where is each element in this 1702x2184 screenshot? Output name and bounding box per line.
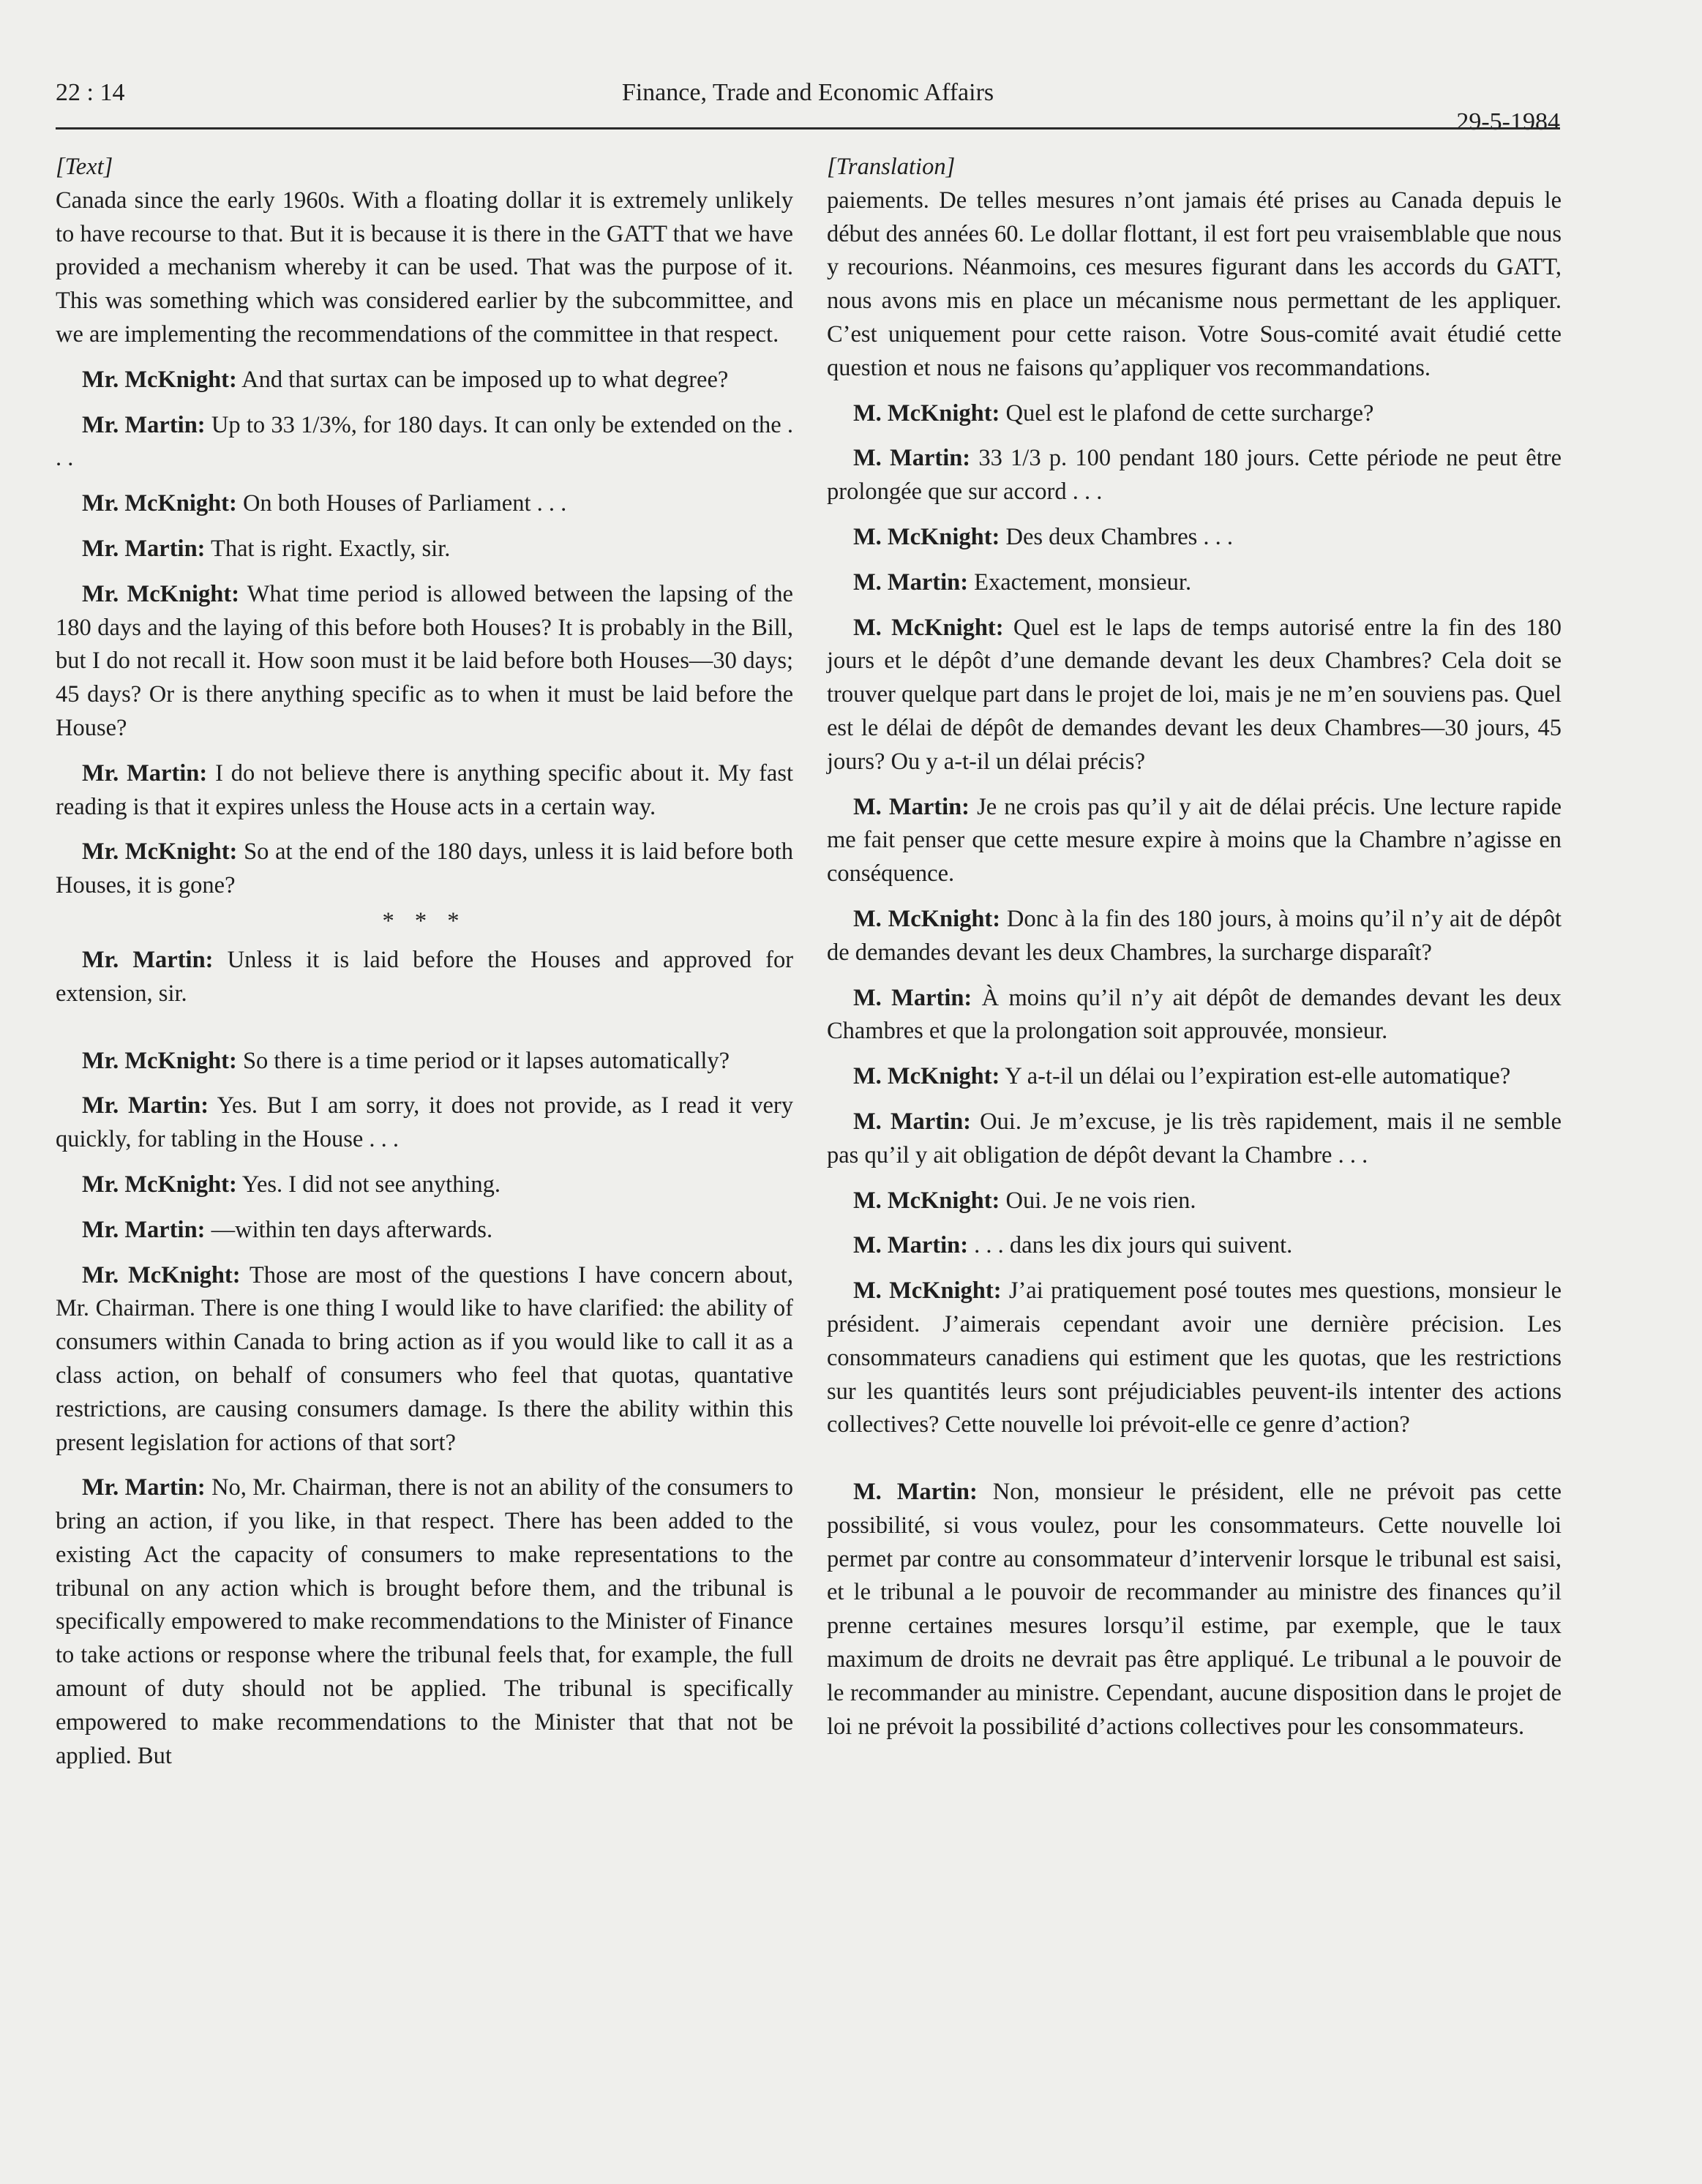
transcript-paragraph <box>56 1259 793 1460</box>
speech-text: Des deux Chambres . . . <box>1005 523 1234 550</box>
speaker-name: M. McKnight: <box>853 905 1001 932</box>
speech-text: So there is a time period or it lapses automatically? <box>242 1047 730 1074</box>
transcript-paragraph <box>827 1185 1562 1218</box>
speaker-name: M. McKnight: <box>853 1063 1000 1090</box>
speaker-name: Mr. Martin: <box>82 1216 206 1243</box>
speaker-name: M. Martin: <box>853 1108 971 1135</box>
opening-paragraph: paiements. De telles mesures n’ont jamais été prises au Canada depuis le début des années 60. Le dollar flottant, il est fort peu vraisemblable que nous y recourions. Néanmoins, ces mesures figurant dans les accords du GATT, nous avons mis en place un mécanisme nous permettant de les appliquer. C’est uniquement pour cette raison. Votre Sous-comité avait étudié cette question et nous ne faisons qu’appliquer vos recommandations. <box>827 187 1562 381</box>
transcript-paragraph <box>56 533 793 566</box>
speaker-name: M. Martin: <box>853 445 971 472</box>
speech-text: And that surtax can be imposed up to what degree? <box>241 366 729 393</box>
speech-text: I do not believe there is anything specific about it. My fast reading is that it expires unless the House acts in a certain way. <box>56 759 794 820</box>
transcript-paragraph <box>827 1275 1562 1442</box>
speaker-name: Mr. McKnight: <box>82 1261 241 1288</box>
speech-text: Yes. I did not see anything. <box>241 1171 501 1198</box>
speaker-name: Mr. Martin: <box>82 759 208 787</box>
speech-text: Oui. Je ne vois rien. <box>1005 1187 1196 1214</box>
speech-text: Oui. Je m’excuse, je lis très rapidement, mais il ne semble pas qu’il y ait obligation de dépôt devant la Chambre . . . <box>827 1108 1562 1168</box>
page-number: 22 : 14 <box>56 79 125 106</box>
speaker-name: Mr. Martin: <box>82 1474 206 1501</box>
transcript-paragraph <box>827 903 1562 970</box>
french-column <box>827 151 1562 1744</box>
transcript-paragraph <box>56 1214 793 1247</box>
transcript-paragraph <box>827 442 1562 509</box>
speech-text: Non, monsieur le président, elle ne prévoit pas cette possibilité, si vous voulez, pour les consommateurs. Cette nouvelle loi permet par contre au consommateur d’intervenir lorsque le tribunal est saisi, et le tribunal a le pouvoir de recommander au ministre des finances qu’il prenne certaines mesures lorsqu’il estime, par exemple, que le taux maximum de droits ne devrait pas être appliqué. Le tribunal a le pouvoir de le recommander au ministre. Cependant, aucune disposition dans le projet de loi ne prévoit la possibilité d’actions collectives pour les consommateurs. <box>827 1479 1562 1740</box>
page-header <box>56 79 1560 135</box>
speech-text: 33 1/3 p. 100 pendant 180 jours. Cette période ne peut être prolongée que sur accord . . . <box>827 445 1562 506</box>
transcript-paragraph <box>56 836 793 903</box>
speaker-name: Mr. McKnight: <box>82 366 237 393</box>
transcript-paragraph <box>827 566 1562 600</box>
language-tag: [Translation] <box>827 154 956 180</box>
speaker-name: M. McKnight: <box>853 1277 1002 1305</box>
transcript-paragraph <box>827 1229 1562 1263</box>
speech-text: What time period is allowed between the lapsing of the 180 days and the laying of this before both Houses? It is probably in the Bill, but I do not recall it. How soon must it be laid before both Houses—30 days; 45 days? Or is there anything specific as to when it must be laid before the House? <box>56 580 793 741</box>
speaker-name: M. McKnight: <box>853 523 1000 550</box>
transcript-paragraph <box>56 1089 793 1157</box>
speaker-name: Mr. Martin: <box>82 1092 209 1119</box>
speech-text: On both Houses of Parliament . . . <box>242 490 567 517</box>
language-tag: [Text] <box>56 154 113 180</box>
speaker-name: Mr. McKnight: <box>82 1047 237 1074</box>
speech-text: Quel est le laps de temps autorisé entre la fin des 180 jours et le dépôt d’une demande devant les deux Chambres? Cela doit se trouver quelque part dans le projet de loi, mais je ne m’en souviens pas. Quel est le délai de dépôt de demandes devant les deux Chambres—30 jours, 45 jours? Ou y a-t-il un délai précis? <box>827 614 1562 775</box>
speaker-name: Mr. McKnight: <box>82 1171 237 1198</box>
transcript-paragraph <box>56 757 793 825</box>
speech-text: Those are most of the questions I have concern about, Mr. Chairman. There is one thing I would like to have clarified: the ability of consumers within Canada to bring action as if you would like to call it as a class action, on behalf of consumers who feel that quotas, quantative restrictions, are causing consumers damage. Is there the ability within this present legislation for actions of that sort? <box>56 1261 793 1456</box>
speech-text: Yes. But I am sorry, it does not provide, as I read it very quickly, for tabling in the House . . . <box>56 1092 793 1153</box>
committee-title: Finance, Trade and Economic Affairs <box>621 79 994 106</box>
transcript-paragraph <box>56 1471 793 1773</box>
speech-text: Donc à la fin des 180 jours, à moins qu’il n’y ait de dépôt de demandes devant les deux Chambres, la surcharge disparaît? <box>827 905 1562 966</box>
transcript-paragraph <box>827 1060 1562 1094</box>
speaker-name: Mr. Martin: <box>82 535 206 562</box>
opening-paragraph: Canada since the early 1960s. With a floating dollar it is extremely unlikely to have recourse to that. But it is because it is there in the GATT that we have provided a mechanism whereby it can be used. That was the purpose of it. This was something which was considered earlier by the subcommittee, and we are implementing the recommendations of the committee in that respect. <box>56 187 793 348</box>
speech-text: Quel est le plafond de cette surcharge? <box>1005 399 1374 427</box>
speaker-name: Mr. McKnight: <box>82 580 240 607</box>
transcript-paragraph <box>827 791 1562 891</box>
speaker-name: M. Martin: <box>853 984 972 1011</box>
transcript-paragraph <box>827 521 1562 555</box>
transcript-paragraph <box>56 364 793 397</box>
transcript-paragraph <box>56 1168 793 1202</box>
transcript-paragraph <box>56 578 793 746</box>
speech-text: Y a-t-il un délai ou l’expiration est-elle automatique? <box>1005 1063 1511 1090</box>
header-rule <box>56 127 1560 130</box>
speaker-name: M. Martin: <box>853 1479 978 1506</box>
speech-text: —within ten days afterwards. <box>211 1216 493 1243</box>
speech-text: . . . dans les dix jours qui suivent. <box>974 1232 1293 1259</box>
transcript-paragraph <box>827 1476 1562 1744</box>
speaker-name: Mr. McKnight: <box>82 838 238 866</box>
speech-text: Exactement, monsieur. <box>974 568 1192 596</box>
speech-text: Unless it is laid before the Houses and approved for extension, sir. <box>56 946 794 1007</box>
speech-text: À moins qu’il n’y ait dépôt de demandes devant les deux Chambres et que la prolongation soit approuvée, monsieur. <box>827 984 1562 1045</box>
transcript-paragraph <box>56 487 793 521</box>
speaker-name: Mr. Martin: <box>82 411 206 438</box>
speaker-name: M. Martin: <box>853 1232 969 1259</box>
speech-text: That is right. Exactly, sir. <box>211 535 451 562</box>
speaker-name: M. McKnight: <box>853 614 1004 641</box>
speaker-name: M. Martin: <box>853 793 970 820</box>
transcript-paragraph <box>827 612 1562 779</box>
speech-text: So at the end of the 180 days, unless it is laid before both Houses, it is gone? <box>56 838 793 899</box>
transcript-paragraph <box>56 1045 793 1078</box>
transcript-paragraph <box>56 409 793 476</box>
transcript-paragraph <box>827 982 1562 1049</box>
speaker-name: M. Martin: <box>853 568 969 596</box>
speaker-name: Mr. Martin: <box>82 946 214 973</box>
page-date: 29-5-1984 <box>1456 108 1560 135</box>
speaker-name: Mr. McKnight: <box>82 490 237 517</box>
speaker-name: M. McKnight: <box>853 1187 1000 1214</box>
section-separator: * * * <box>382 907 467 934</box>
speaker-name: M. McKnight: <box>853 399 1000 427</box>
transcript-paragraph <box>56 944 793 1011</box>
speech-text: Up to 33 1/3%, for 180 days. It can only be extended on the . . . <box>56 411 793 472</box>
speech-text: Je ne crois pas qu’il y ait de délai précis. Une lecture rapide me fait penser que cette mesure expire à moins que la Chambre n’agisse en conséquence. <box>827 793 1562 888</box>
transcript-paragraph <box>827 397 1562 431</box>
speech-text: No, Mr. Chairman, there is not an ability of the consumers to bring an action, if you like, in that respect. There has been added to the existing Act the capacity of consumers to make representations to the tribunal on any action which is brought before them, and the tribunal is specifically empowered to make recommendations to the Minister of Finance to take actions or response where the tribunal feels that, for example, the full amount of duty should not be applied. The tribunal is specifically empowered to make recommendations to the Minister that that not be applied. But <box>56 1474 794 1769</box>
english-column <box>56 151 793 1773</box>
speech-text: J’ai pratiquement posé toutes mes questions, monsieur le président. J’aimerais cependant avoir une dernière précision. Les consommateurs canadiens qui estiment que les quotas, que les restrictions sur les quantités leurs sont préjudiciables peuvent-ils intenter des actions collectives? Cette nouvelle loi prévoit-elle ce genre d’action? <box>827 1277 1562 1438</box>
transcript-paragraph <box>827 1106 1562 1173</box>
